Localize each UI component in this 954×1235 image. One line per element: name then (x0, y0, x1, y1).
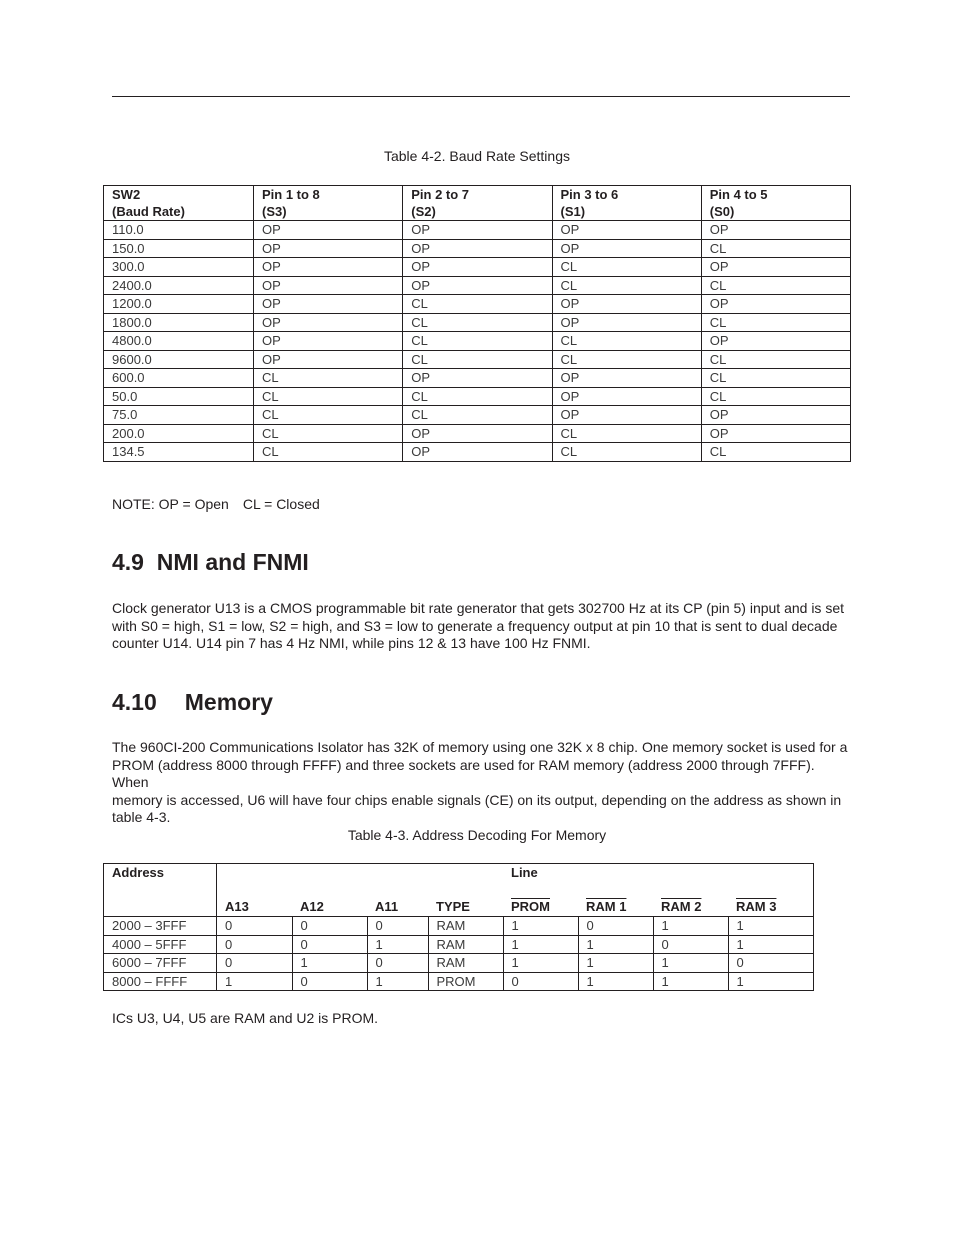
table-cell: 0 (503, 972, 578, 991)
table-cell: 1 (578, 972, 653, 991)
table-row (104, 369, 851, 388)
table-cell: OP (701, 221, 850, 240)
column-header-address: Address (104, 864, 217, 917)
table-cell: 1 (503, 917, 578, 936)
paragraph-line: The 960CI-200 Communications Isolator has 32K of memory using one 32K x 8 chip. One memory socket is used for a (112, 739, 848, 755)
paragraph-line: memory is accessed, U6 will have four chips enable signals (CE) on its output, depending on the address as shown in (112, 791, 842, 808)
table-cell: OP (403, 369, 552, 388)
table-row (104, 221, 851, 240)
table-cell: 0 (367, 954, 428, 973)
table-cell: CL (701, 239, 850, 258)
paragraph-line: PROM (address 8000 through FFFF) and three sockets are used for RAM memory (address 2000 through 7FFF). When (112, 756, 815, 790)
table-cell: OP (254, 350, 403, 369)
table-cell: OP (403, 258, 552, 277)
table-cell: 134.5 (104, 443, 254, 462)
table-cell: 0 (728, 954, 814, 973)
table-cell: PROM (428, 972, 503, 991)
column-header-a11: A11 (367, 898, 428, 916)
table-cell: OP (254, 239, 403, 258)
note-closed: CL = Closed (242, 496, 320, 512)
table-cell: 300.0 (104, 258, 254, 277)
table-cell: CL (403, 387, 552, 406)
table-4-2-caption: Table 4-2. Baud Rate Settings (383, 148, 570, 164)
table-cell: CL (403, 332, 552, 351)
table-cell: 0 (367, 917, 428, 936)
table-cell: CL (701, 387, 850, 406)
table-cell: CL (701, 350, 850, 369)
table-row (104, 313, 851, 332)
baud-rate-table (103, 185, 851, 462)
table-cell: 1200.0 (104, 295, 254, 314)
section-number: 4.10 (112, 689, 157, 715)
table-cell: OP (552, 239, 701, 258)
table-row (104, 424, 851, 443)
footer-note: ICs U3, U4, U5 are RAM and U2 is PROM. (112, 1010, 379, 1026)
table-row (104, 443, 851, 462)
table-cell: CL (254, 443, 403, 462)
paragraph-line: Clock generator U13 is a CMOS programmable bit rate generator that gets 302700 Hz at its CP (pin 5) input and is set (112, 600, 844, 616)
table-cell: CL (254, 387, 403, 406)
section-heading-4-10 (112, 689, 273, 716)
table-cell: OP (254, 295, 403, 314)
table-cell: CL (254, 369, 403, 388)
paragraph-line: with S0 = high, S1 = low, S2 = high, and S3 = low to generate a frequency output at pin 10 that is sent to dual decade (112, 617, 838, 634)
table-cell: 75.0 (104, 406, 254, 425)
table-cell: OP (254, 258, 403, 277)
table-cell: OP (552, 387, 701, 406)
table-cell: CL (254, 424, 403, 443)
table-cell: 2000 – 3FFF (104, 917, 217, 936)
header-rule (112, 96, 850, 97)
table-4-3-caption: Table 4-3. Address Decoding For Memory (347, 827, 607, 843)
table-cell: 1 (578, 954, 653, 973)
table-cell: 1800.0 (104, 313, 254, 332)
table-cell: CL (403, 350, 552, 369)
table-cell: RAM (428, 935, 503, 954)
table-cell: 1 (728, 935, 814, 954)
table-cell: RAM (428, 954, 503, 973)
table-cell: 2400.0 (104, 276, 254, 295)
table-cell: OP (403, 276, 552, 295)
table-cell: CL (701, 313, 850, 332)
column-header-s0: Pin 4 to 5 (S0) (701, 186, 850, 221)
table-cell: 1 (578, 935, 653, 954)
table-header-row (104, 186, 851, 221)
table-row (104, 954, 814, 973)
column-header-a12: A12 (292, 898, 367, 916)
table-cell: CL (552, 276, 701, 295)
table-cell: 1 (503, 935, 578, 954)
table-cell: CL (403, 406, 552, 425)
table-cell: OP (701, 295, 850, 314)
table-row (104, 350, 851, 369)
table-cell: OP (254, 313, 403, 332)
table-cell: 1 (503, 954, 578, 973)
table-cell: RAM (428, 917, 503, 936)
table-row (104, 406, 851, 425)
table-cell: OP (403, 221, 552, 240)
table-cell: 1 (217, 972, 293, 991)
table-cell: 0 (217, 917, 293, 936)
table-cell: 0 (217, 935, 293, 954)
table-cell: 1 (292, 954, 367, 973)
table-cell: 0 (292, 935, 367, 954)
table-cell: OP (701, 332, 850, 351)
table-cell: 150.0 (104, 239, 254, 258)
table-cell: OP (403, 239, 552, 258)
table-cell: OP (701, 424, 850, 443)
table-cell: 0 (578, 917, 653, 936)
header-spacer (217, 864, 504, 899)
column-header-sw2: SW2 (Baud Rate) (104, 186, 254, 221)
table-cell: 9600.0 (104, 350, 254, 369)
column-header-ram1: RAM 1 (578, 898, 653, 916)
table-row (104, 276, 851, 295)
table-cell: OP (701, 258, 850, 277)
section-number: 4.9 (112, 549, 144, 575)
table-cell: OP (552, 369, 701, 388)
table-cell: OP (552, 221, 701, 240)
table-cell: CL (254, 406, 403, 425)
table-cell: OP (552, 295, 701, 314)
column-header-ram3: RAM 3 (728, 898, 814, 916)
table-cell: CL (552, 332, 701, 351)
table-row (104, 332, 851, 351)
table-row (104, 935, 814, 954)
table-cell: 8000 – FFFF (104, 972, 217, 991)
column-header-s1: Pin 3 to 6 (S1) (552, 186, 701, 221)
table-cell: CL (403, 295, 552, 314)
column-header-type: TYPE (428, 898, 503, 916)
section-4-9-paragraph (112, 600, 852, 653)
table-cell: OP (701, 406, 850, 425)
table-cell: OP (254, 332, 403, 351)
table-cell: 1 (367, 972, 428, 991)
table-cell: CL (552, 258, 701, 277)
table-cell: CL (701, 276, 850, 295)
table-cell: 4800.0 (104, 332, 254, 351)
table-cell: OP (403, 424, 552, 443)
section-heading-4-9 (112, 549, 309, 576)
table-cell: 1 (653, 972, 728, 991)
column-header-prom: PROM (503, 898, 578, 916)
table-cell: 1 (653, 954, 728, 973)
table-cell: CL (701, 369, 850, 388)
table-row (104, 917, 814, 936)
column-header-ram2: RAM 2 (653, 898, 728, 916)
note-open: NOTE: OP = Open (112, 496, 229, 512)
table-header-row (104, 864, 814, 899)
section-title: NMI and FNMI (156, 549, 309, 575)
paragraph-line: counter U14. U14 pin 7 has 4 Hz NMI, while pins 12 & 13 have 100 Hz FNMI. (112, 635, 591, 651)
paragraph-line: table 4-3. (112, 809, 171, 825)
table-cell: 1 (653, 917, 728, 936)
column-header-a13: A13 (217, 898, 293, 916)
table-cell: 110.0 (104, 221, 254, 240)
section-title: Memory (184, 689, 273, 715)
table-cell: 1 (728, 917, 814, 936)
table-cell: 0 (217, 954, 293, 973)
table-row (104, 239, 851, 258)
table-cell: 0 (653, 935, 728, 954)
table-cell: CL (552, 443, 701, 462)
table-cell: CL (552, 424, 701, 443)
table-cell: OP (403, 443, 552, 462)
table-cell: 50.0 (104, 387, 254, 406)
table-cell: CL (701, 443, 850, 462)
table-row (104, 295, 851, 314)
section-4-10-paragraph (112, 739, 852, 827)
column-header-s3: Pin 1 to 8 (S3) (254, 186, 403, 221)
table-cell: CL (403, 313, 552, 332)
table-cell: 6000 – 7FFF (104, 954, 217, 973)
table-cell: 1 (728, 972, 814, 991)
baud-note (112, 496, 320, 512)
table-cell: OP (552, 313, 701, 332)
table-row (104, 972, 814, 991)
table-cell: 200.0 (104, 424, 254, 443)
table-cell: 4000 – 5FFF (104, 935, 217, 954)
table-cell: 1 (367, 935, 428, 954)
table-cell: CL (552, 350, 701, 369)
table-cell: 0 (292, 917, 367, 936)
table-row (104, 387, 851, 406)
table-cell: 0 (292, 972, 367, 991)
table-cell: OP (552, 406, 701, 425)
address-decoding-table (103, 863, 814, 991)
column-header-s2: Pin 2 to 7 (S2) (403, 186, 552, 221)
table-row (104, 258, 851, 277)
table-cell: 600.0 (104, 369, 254, 388)
table-cell: OP (254, 276, 403, 295)
table-cell: OP (254, 221, 403, 240)
column-header-line: Line (503, 864, 814, 899)
